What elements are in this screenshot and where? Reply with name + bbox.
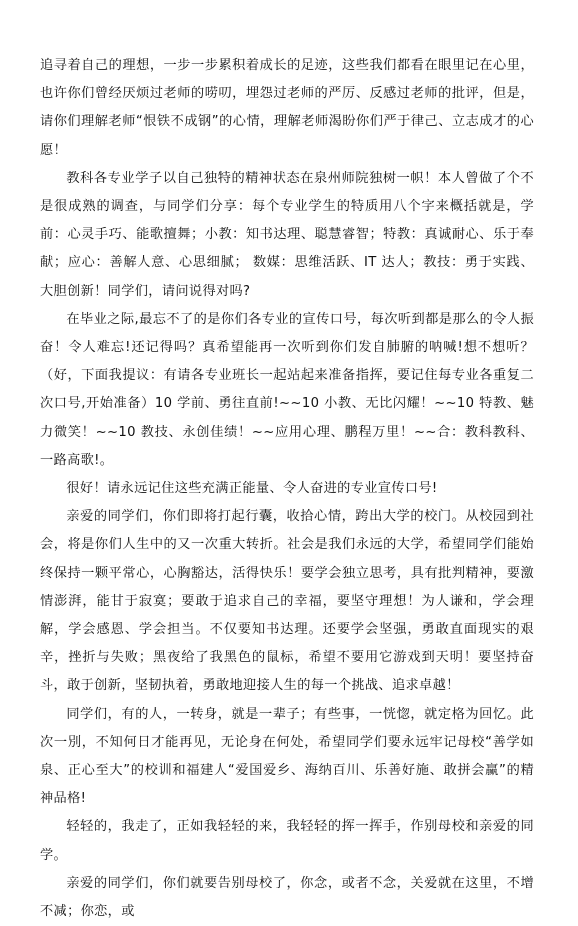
paragraph-remember-slogans: 很好！请永远记住这些充满正能量、令人奋进的专业宣传口号! — [66, 481, 438, 497]
paragraph-slogans: 在毕业之际,最忘不了的是你们各专业的宣传口号，每次听到都是那么的令人振奋！令人难忘!还记得吗？真希望能再一次听到你们发自肺腑的呐喊!想不想听？（好，下面我提议：有请各专业班长一起站起来准备指挥，要记住每专业各重复二次口号,开始准备）10 学前、勇往直前!~~10 小教、无比闪耀！~~10 特教、魅力微笑！~~10 教技、永创佳绩！~~应用心理、鹏程万里！~~合：教科教科、一路高歌!。 — [40, 311, 534, 468]
paragraph-closing: 亲爱的同学们，你们就要告别母校了，你念，或者不念，关爱就在这里，不增不减；你恋，或 — [40, 875, 534, 920]
paragraph-farewell-motto: 同学们，有的人，一转身，就是一辈子；有些事，一恍惚，就定格为回忆。此次一別，不知何日才能再见，无论身在何处，希望同学们要永远牢记母校“善学如泉、正心至大”的校训和福建人“爱国爱乡、海纳百川、乐善好施、敢拼会赢”的精神品格! — [40, 706, 534, 807]
paragraph-poem: 轻轻的，我走了，正如我轻轻的来，我轻轻的挥一挥手，作别母校和亲爱的同学。 — [40, 819, 534, 863]
paragraph-major-traits: 教科各专业学子以自己独特的精神状态在泉州师院独树一帜！本人曾做了个不是很成熟的调查，与同学们分享：每个专业学生的特质用八个字来概括就是，学前：心灵手巧、能歌擅舞；小教：知书达理、聪慧睿智；特教：真诚耐心、乐于奉献；应心：善解人意、心思细腻； 数媒：思维活跃、IT 达人；教技：勇于实践、大胆创新！同学们，请问说得对吗? — [40, 170, 534, 299]
paragraph-advice: 亲爱的同学们，你们即将打起行囊，收拾心情，跨出大学的校门。从校园到社会，将是你们人生中的又一次重大转折。社会是我们永远的大学，希望同学们能始终保持一颗平常心，心胸豁达，活得快乐！要学会独立思考，具有批判精神，要激情澎湃，能甘于寂寞；要敢于追求自己的幸福，要坚守理想！为人谦和，学会理解，学会感恩、学会担当。不仅要知书达理。还要学会坚强，勇敢直面现实的艰辛，挫折与失败；黑夜给了我黑色的鼠标，希望不要用它游戏到天明！要坚持奋斗，敢于创新，坚韧执着，勇敢地迎接人生的每一个挑战、追求卓越！ — [40, 509, 534, 694]
paragraph-ideals: 追寻着自己的理想，一步一步累积着成长的足迹，这些我们都看在眼里记在心里，也许你们曾经厌烦过老师的唠叨，埋怨过老师的严厉、反感过老师的批评，但是，请你们理解老师“恨铁不成钢”的心情，理解老师渴盼你们严于律己、立志成才的心愿！ — [40, 58, 534, 158]
